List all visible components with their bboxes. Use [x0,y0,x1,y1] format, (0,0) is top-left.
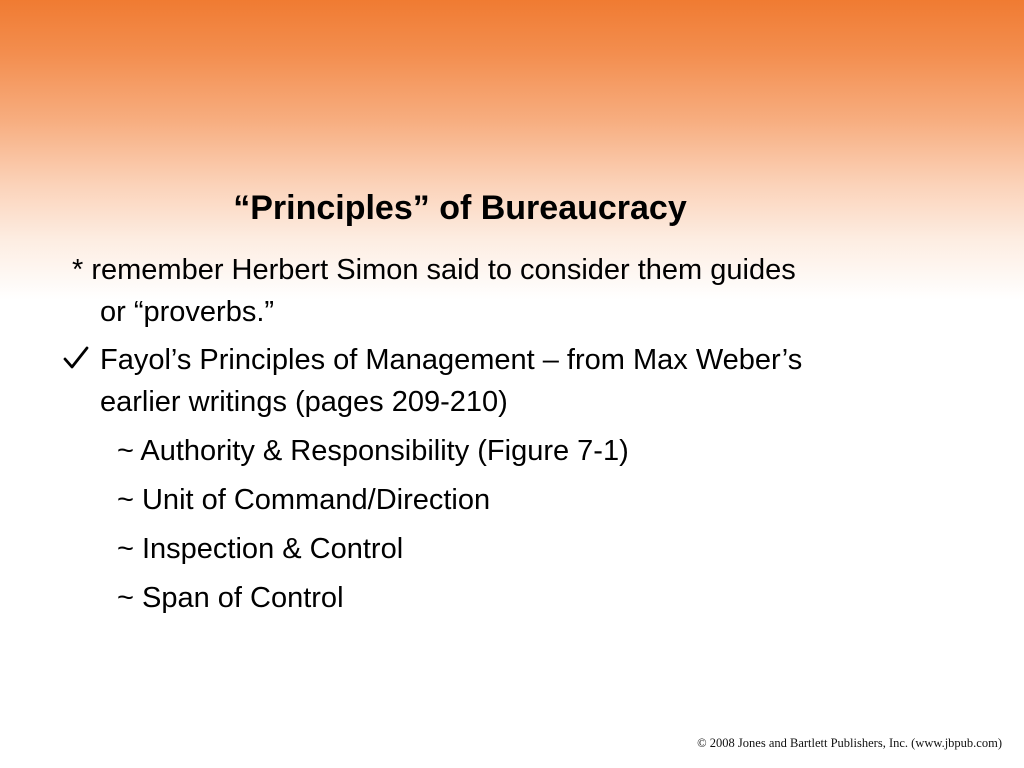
sub-item-span-of-control: ~ Span of Control [117,582,344,614]
note-line-2: or “proverbs.” [100,296,275,328]
sub-item-authority-responsibility: ~ Authority & Responsibility (Figure 7-1) [117,435,629,467]
note-line-1: * remember Herbert Simon said to consider them guides [72,254,796,286]
check-mark-icon [62,343,90,373]
slide-title: “Principles” of Bureaucracy [233,189,687,227]
sub-item-unit-of-command: ~ Unit of Command/Direction [117,484,491,516]
bullet-line-2: earlier writings (pages 209-210) [100,386,508,418]
copyright-notice: © 2008 Jones and Bartlett Publishers, Inc. (www.jbpub.com) [697,736,1002,750]
sub-item-inspection-control: ~ Inspection & Control [117,533,404,565]
bullet-line-1: Fayol’s Principles of Management – from Max Weber’s [100,344,803,376]
